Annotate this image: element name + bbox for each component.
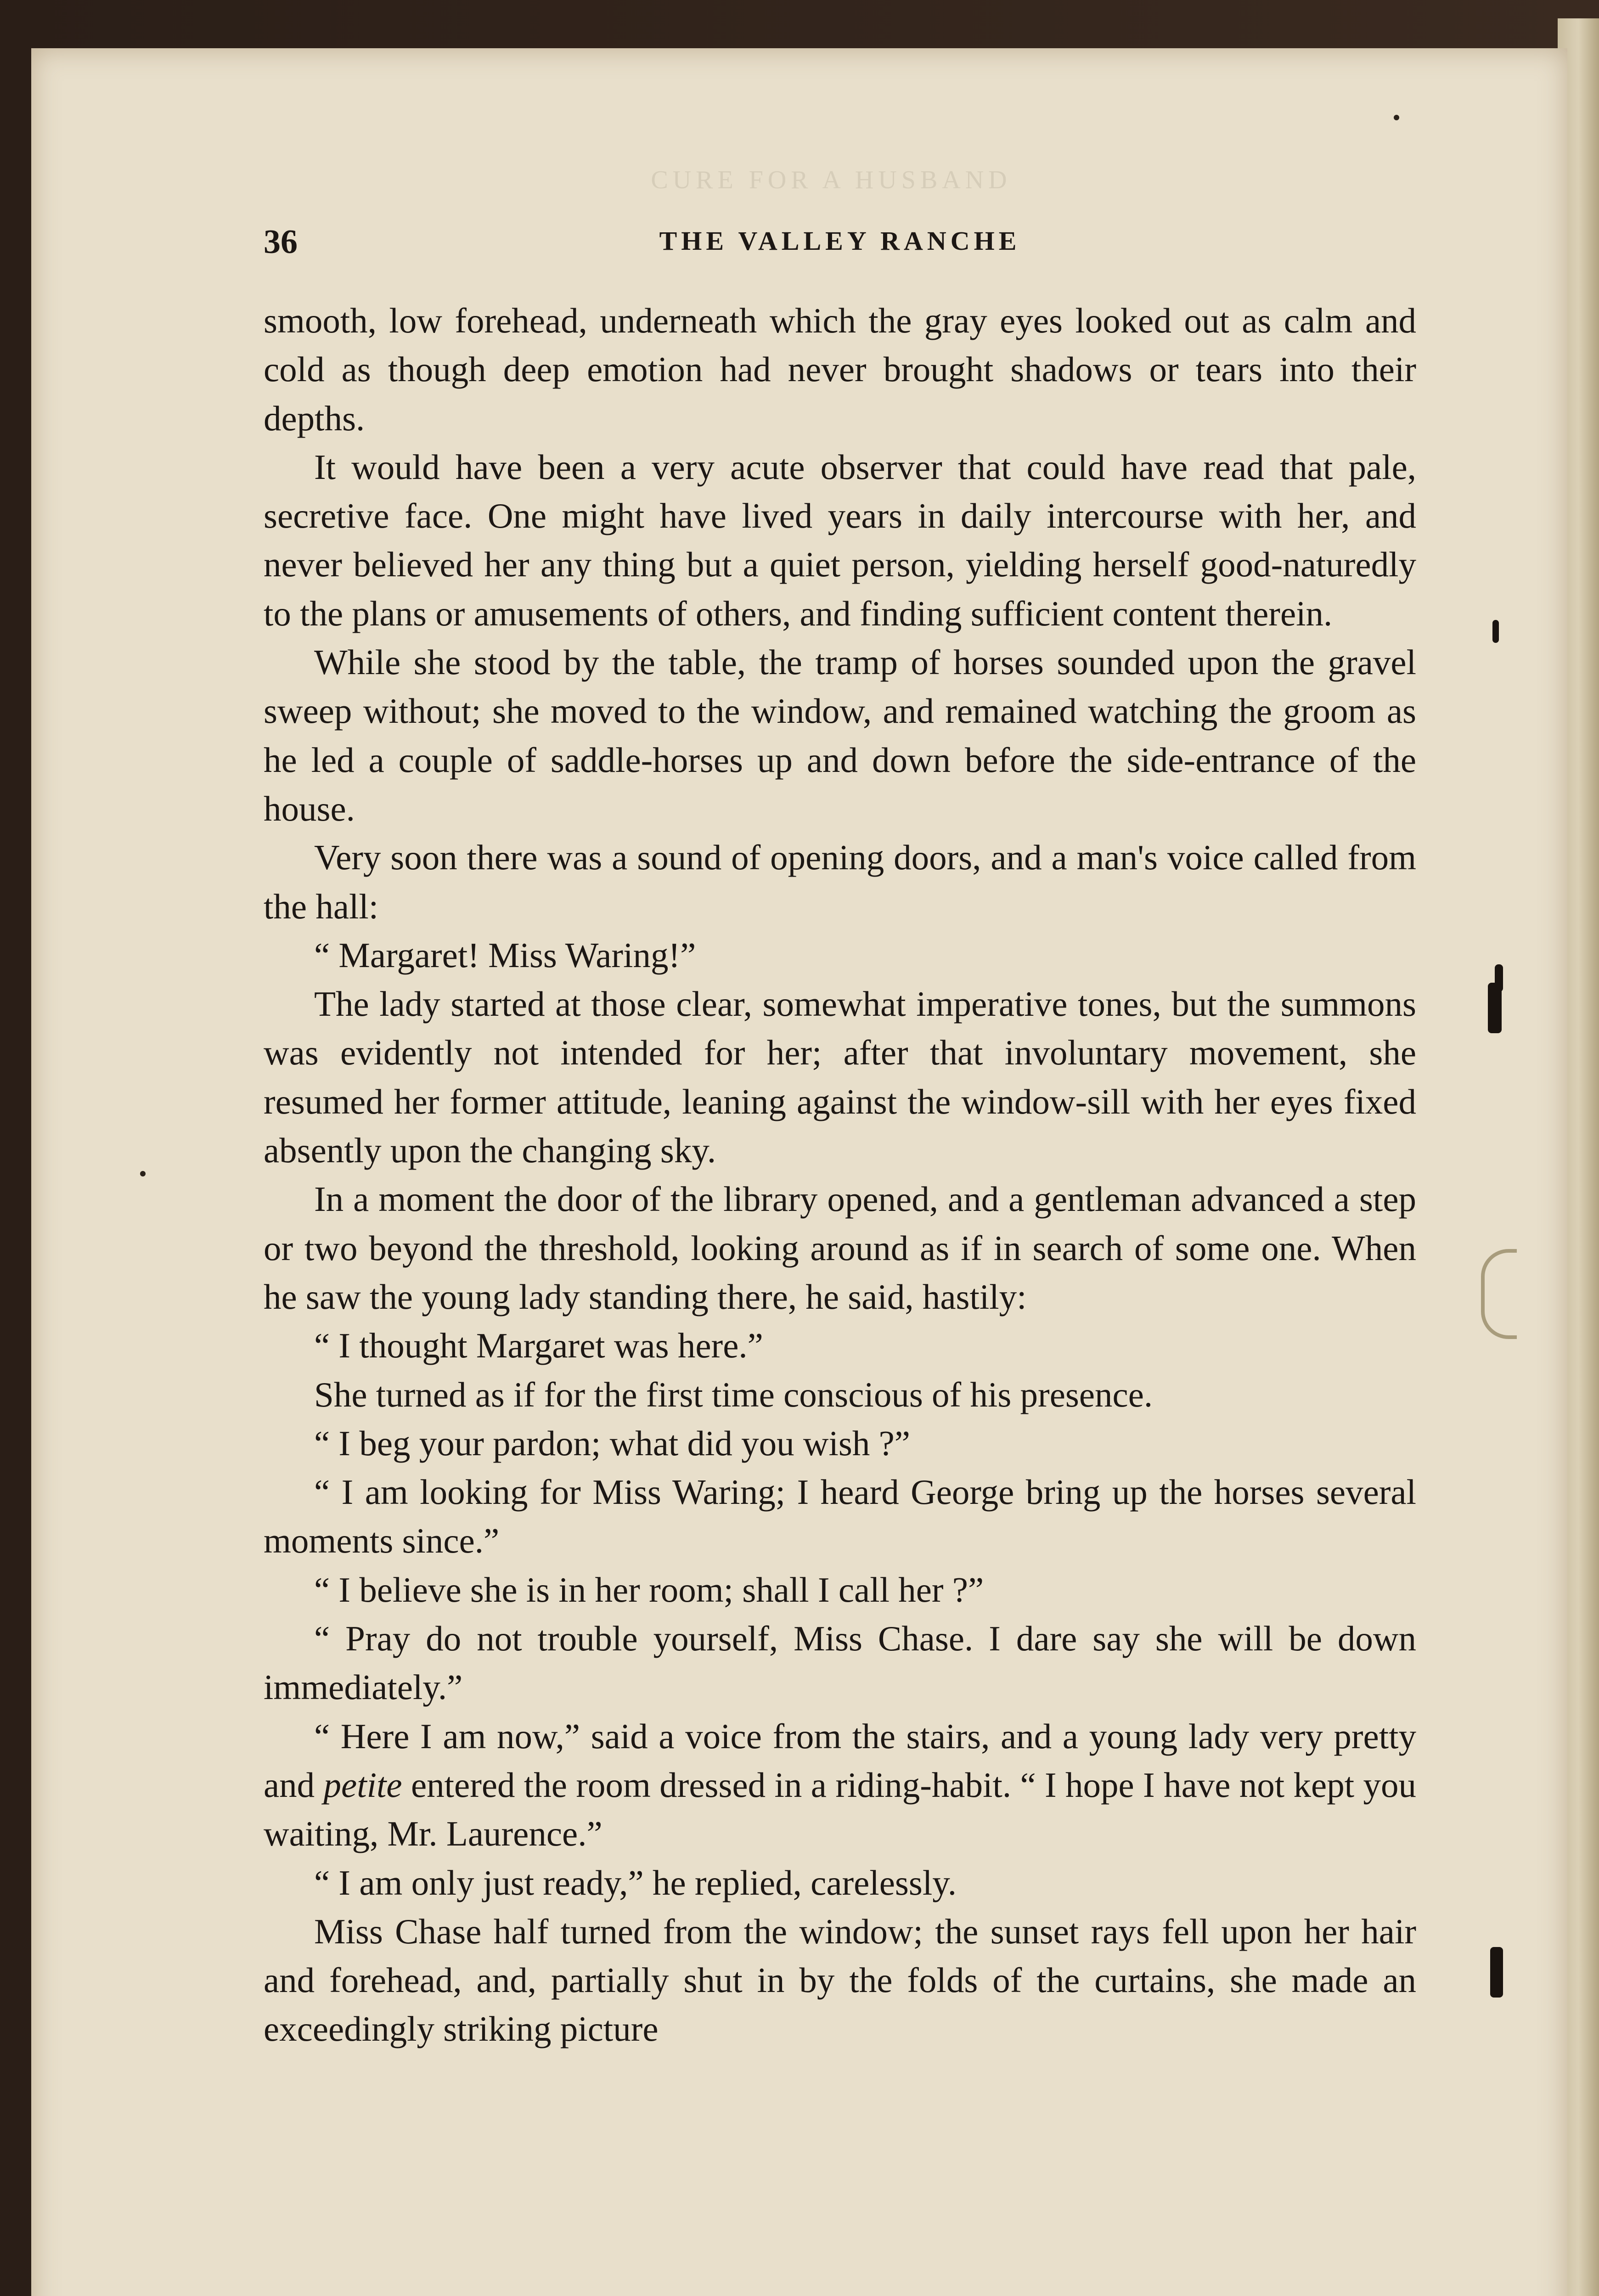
paragraph [264, 1712, 1416, 1858]
text-run: “ Here I am now,” said a voice from the stairs, and a young lady very pretty and [264, 1716, 1416, 1805]
binding-thread [1481, 1249, 1517, 1339]
paragraph: “ Pray do not trouble yourself, Miss Chase. I dare say she will be down immediately.” [264, 1619, 1416, 1707]
paragraph: “ I believe she is in her room; shall I call her ?” [314, 1570, 984, 1609]
paragraph: While she stood by the table, the tramp of horses sounded upon the gravel sweep without; she moved to the window, and remained watching the groom as he led a couple of saddle-horses up and down before the side-entrance of the house. [264, 642, 1416, 828]
paragraph: “ I am looking for Miss Waring; I heard George bring up the horses several moments since.” [264, 1472, 1416, 1561]
binding-hole [1492, 620, 1499, 643]
paragraph: “ Margaret! Miss Waring!” [314, 935, 696, 975]
text-run: entered the room dressed in a riding-habit. “ I hope I have not kept you waiting, Mr. Laurence.” [264, 1765, 1416, 1854]
italic-word: petite [323, 1765, 402, 1805]
bleed-through-text: CURE FOR A HUSBAND [651, 166, 1012, 194]
paragraph: Miss Chase half turned from the window; the sunset rays fell upon her hair and forehead, and, partially shut in by the folds of the curtains, she made an exceedingly striking picture [264, 1911, 1416, 2049]
paragraph: “ I am only just ready,” he replied, carelessly. [314, 1863, 957, 1902]
paragraph: The lady started at those clear, somewhat imperative tones, but the summons was evidently not intended for her; after that involuntary movement, she resumed her former attitude, leaning against the window-sill with her eyes fixed absently upon the changing sky. [264, 984, 1416, 1171]
paragraph: Very soon there was a sound of opening doors, and a man's voice called from the hall: [264, 838, 1416, 926]
body-text [264, 296, 1416, 2054]
paragraph: “ I beg your pardon; what did you wish ?” [314, 1423, 910, 1463]
page-number: 36 [264, 223, 298, 261]
running-head: THE VALLEY RANCHE [659, 226, 1021, 256]
binding-hole [1490, 1947, 1503, 1998]
paragraph: smooth, low forehead, underneath which the gray eyes looked out as calm and cold as though deep emotion had never brought shadows or tears into their depths. [264, 301, 1416, 438]
ink-speck [1394, 115, 1399, 120]
paragraph: In a moment the door of the library opened, and a gentleman advanced a step or two beyond the threshold, looking around as if in search of some one. When he saw the young lady standing there, he said, hastily: [264, 1179, 1416, 1317]
binding-hole [1488, 983, 1502, 1033]
ink-speck [140, 1171, 146, 1176]
page-header [264, 223, 1416, 264]
paragraph: She turned as if for the first time conscious of his presence. [314, 1374, 1153, 1414]
paragraph: “ I thought Margaret was here.” [314, 1326, 763, 1366]
paragraph: It would have been a very acute observer that could have read that pale, secretive face. One might have lived years in daily intercourse with her, and never believed her any thing but a quiet person, yielding herself good-naturedly to the plans or amusements of others, and finding sufficient content therein. [264, 447, 1416, 633]
